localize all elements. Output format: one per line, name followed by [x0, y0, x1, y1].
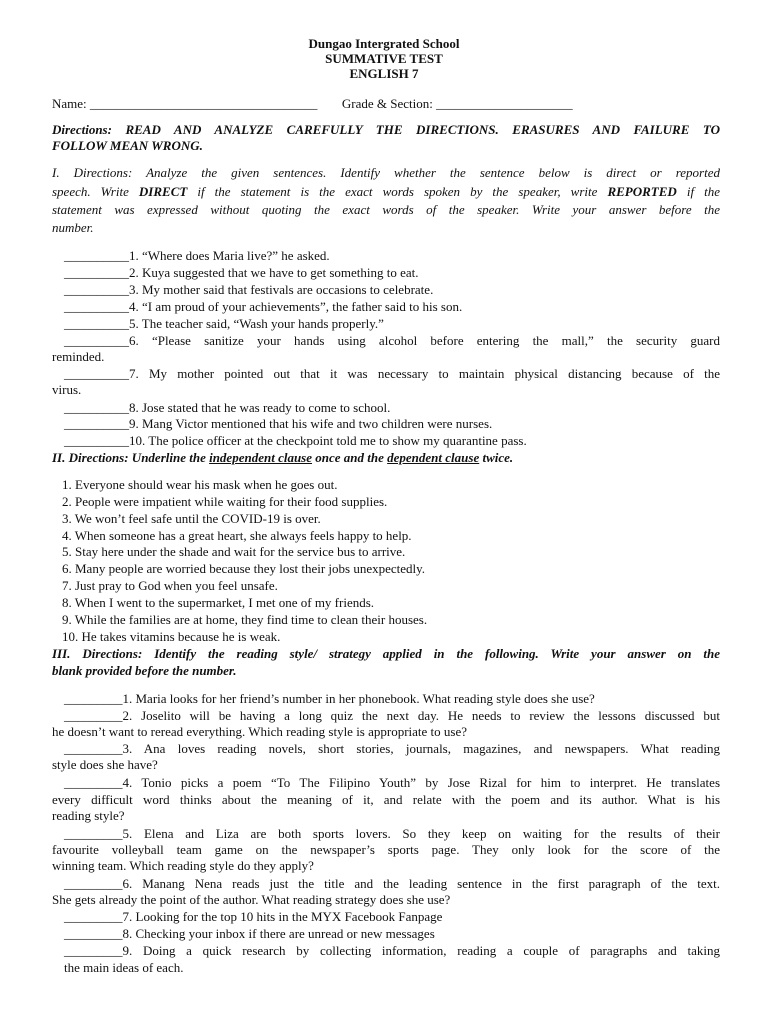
part3-item-continuation: favourite volleyball team game on the newspaper’s sports page. They only look for the score of the [52, 842, 720, 857]
part3-item-continuation: he doesn’t want to reread everything. Which reading style is appropriate to use? [52, 724, 468, 739]
part1-item: __________9. Mang Victor mentioned that his wife and two children were nurses. [64, 416, 493, 431]
part1-item: __________7. My mother pointed out that it was necessary to maintain physical distancing because of the [64, 366, 720, 381]
part1-item: __________5. The teacher said, “Wash your hands properly.” [64, 316, 384, 331]
direct-keyword: DIRECT [138, 184, 188, 199]
part1-item: __________2. Kuya suggested that we have to get something to eat. [64, 265, 419, 280]
part2-item: 1. Everyone should wear his mask when he goes out. [62, 477, 338, 492]
part1-item: __________3. My mother said that festivals are occasions to celebrate. [64, 282, 434, 297]
part1-dir-text: if the [676, 184, 721, 199]
part2-item: 8. When I went to the supermarket, I met one of my friends. [62, 595, 375, 610]
part3-item: _________1. Maria looks for her friend’s number in her phonebook. What reading style does she use? [64, 691, 595, 706]
grade-section-label: Grade & Section: [341, 96, 433, 111]
part2-item: 9. While the families are at home, they find time to clean their houses. [62, 612, 428, 627]
name-label: Name: [52, 96, 87, 111]
independent-clause-term: independent clause [209, 450, 313, 465]
name-blank: ___________________________________ [89, 96, 318, 111]
part3-item-continuation: winning team. Which reading style do they apply? [52, 858, 314, 873]
part1-directions-line-1: I. Directions: Analyze the given sentences. Identify whether the sentence below is direct or reported [52, 165, 720, 180]
part3-item-continuation: style does she have? [52, 757, 158, 772]
part3-item: _________6. Manang Nena reads just the title and the leading sentence in the first paragraph of the text. [64, 876, 720, 891]
school-name: Dungao Intergrated School [308, 36, 460, 51]
part1-directions-line-4: number. [52, 220, 94, 235]
part1-item: __________8. Jose stated that he was ready to come to school. [64, 400, 391, 415]
part1-directions-line-2 [52, 184, 720, 200]
part1-item-continuation: virus. [52, 382, 82, 397]
part2-item: 5. Stay here under the shade and wait for the service bus to arrive. [62, 544, 406, 559]
part1-dir-text: if the statement is the exact words spoken by the speaker, write [187, 184, 608, 199]
dependent-clause-term: dependent clause [387, 450, 480, 465]
general-directions-line-1: Directions: READ AND ANALYZE CAREFULLY THE DIRECTIONS. ERASURES AND FAILURE TO [52, 122, 720, 137]
subject-title: ENGLISH 7 [349, 66, 419, 81]
part1-item-continuation: reminded. [52, 349, 105, 364]
part3-item-continuation: every difficult word thinks about the meaning of it, and relate with the poem and its author. What is his [52, 792, 720, 807]
part2-dir-text: II. Directions: Underline the [52, 450, 210, 465]
reported-keyword: REPORTED [607, 184, 677, 199]
part2-directions [52, 450, 720, 466]
part2-item: 3. We won’t feel safe until the COVID-19 is over. [62, 511, 321, 526]
part3-item-continuation: reading style? [52, 808, 125, 823]
part1-item: __________10. The police officer at the checkpoint told me to show my quarantine pass. [64, 433, 527, 448]
part3-item-continuation: the main ideas of each. [64, 960, 184, 975]
part1-directions-line-3: statement was expressed without quoting the exact words of the speaker. Write your answer before the [52, 202, 720, 217]
part2-dir-text: twice. [479, 450, 514, 465]
part1-item: __________1. “Where does Maria live?” he asked. [64, 248, 330, 263]
part2-item: 6. Many people are worried because they lost their jobs unexpectedly. [62, 561, 426, 576]
test-title: SUMMATIVE TEST [325, 51, 443, 66]
grade-section-blank: _____________________ [436, 96, 573, 111]
part3-item-continuation: She gets already the point of the author. What reading strategy does she use? [52, 892, 451, 907]
part2-item: 7. Just pray to God when you feel unsafe. [62, 578, 278, 593]
part2-dir-text: once and the [312, 450, 388, 465]
part3-directions-line-2: blank provided before the number. [52, 663, 237, 678]
part1-item: __________4. “I am proud of your achievements”, the father said to his son. [64, 299, 463, 314]
name-grade-line [52, 96, 720, 112]
part3-item: _________5. Elena and Liza are both sports lovers. So they keep on waiting for the results of their [64, 826, 720, 841]
part2-item: 2. People were impatient while waiting for their food supplies. [62, 494, 388, 509]
part2-item: 4. When someone has a great heart, she always feels happy to help. [62, 528, 412, 543]
part3-item: _________8. Checking your inbox if there are unread or new messages [64, 926, 435, 941]
part3-directions-line-1: III. Directions: Identify the reading style/ strategy applied in the following. Write your answer on the [52, 646, 720, 661]
part3-item: _________7. Looking for the top 10 hits in the MYX Facebook Fanpage [64, 909, 443, 924]
part3-item: _________2. Joselito will be having a long quiz the next day. He needs to review the lessons discussed but [64, 708, 720, 723]
part3-item: _________9. Doing a quick research by collecting information, reading a couple of paragraphs and taking [64, 943, 720, 958]
part2-item: 10. He takes vitamins because he is weak. [62, 629, 281, 644]
general-directions-line-2: FOLLOW MEAN WRONG. [52, 138, 203, 153]
part1-dir-text: speech. Write [52, 184, 139, 199]
part1-item: __________6. “Please sanitize your hands using alcohol before entering the mall,” the security guard [64, 333, 720, 348]
part3-item: _________3. Ana loves reading novels, short stories, journals, magazines, and newspapers. What reading [64, 741, 720, 756]
part3-item: _________4. Tonio picks a poem “To The Filipino Youth” by Jose Rizal for him to interpret. He translates [64, 775, 720, 790]
